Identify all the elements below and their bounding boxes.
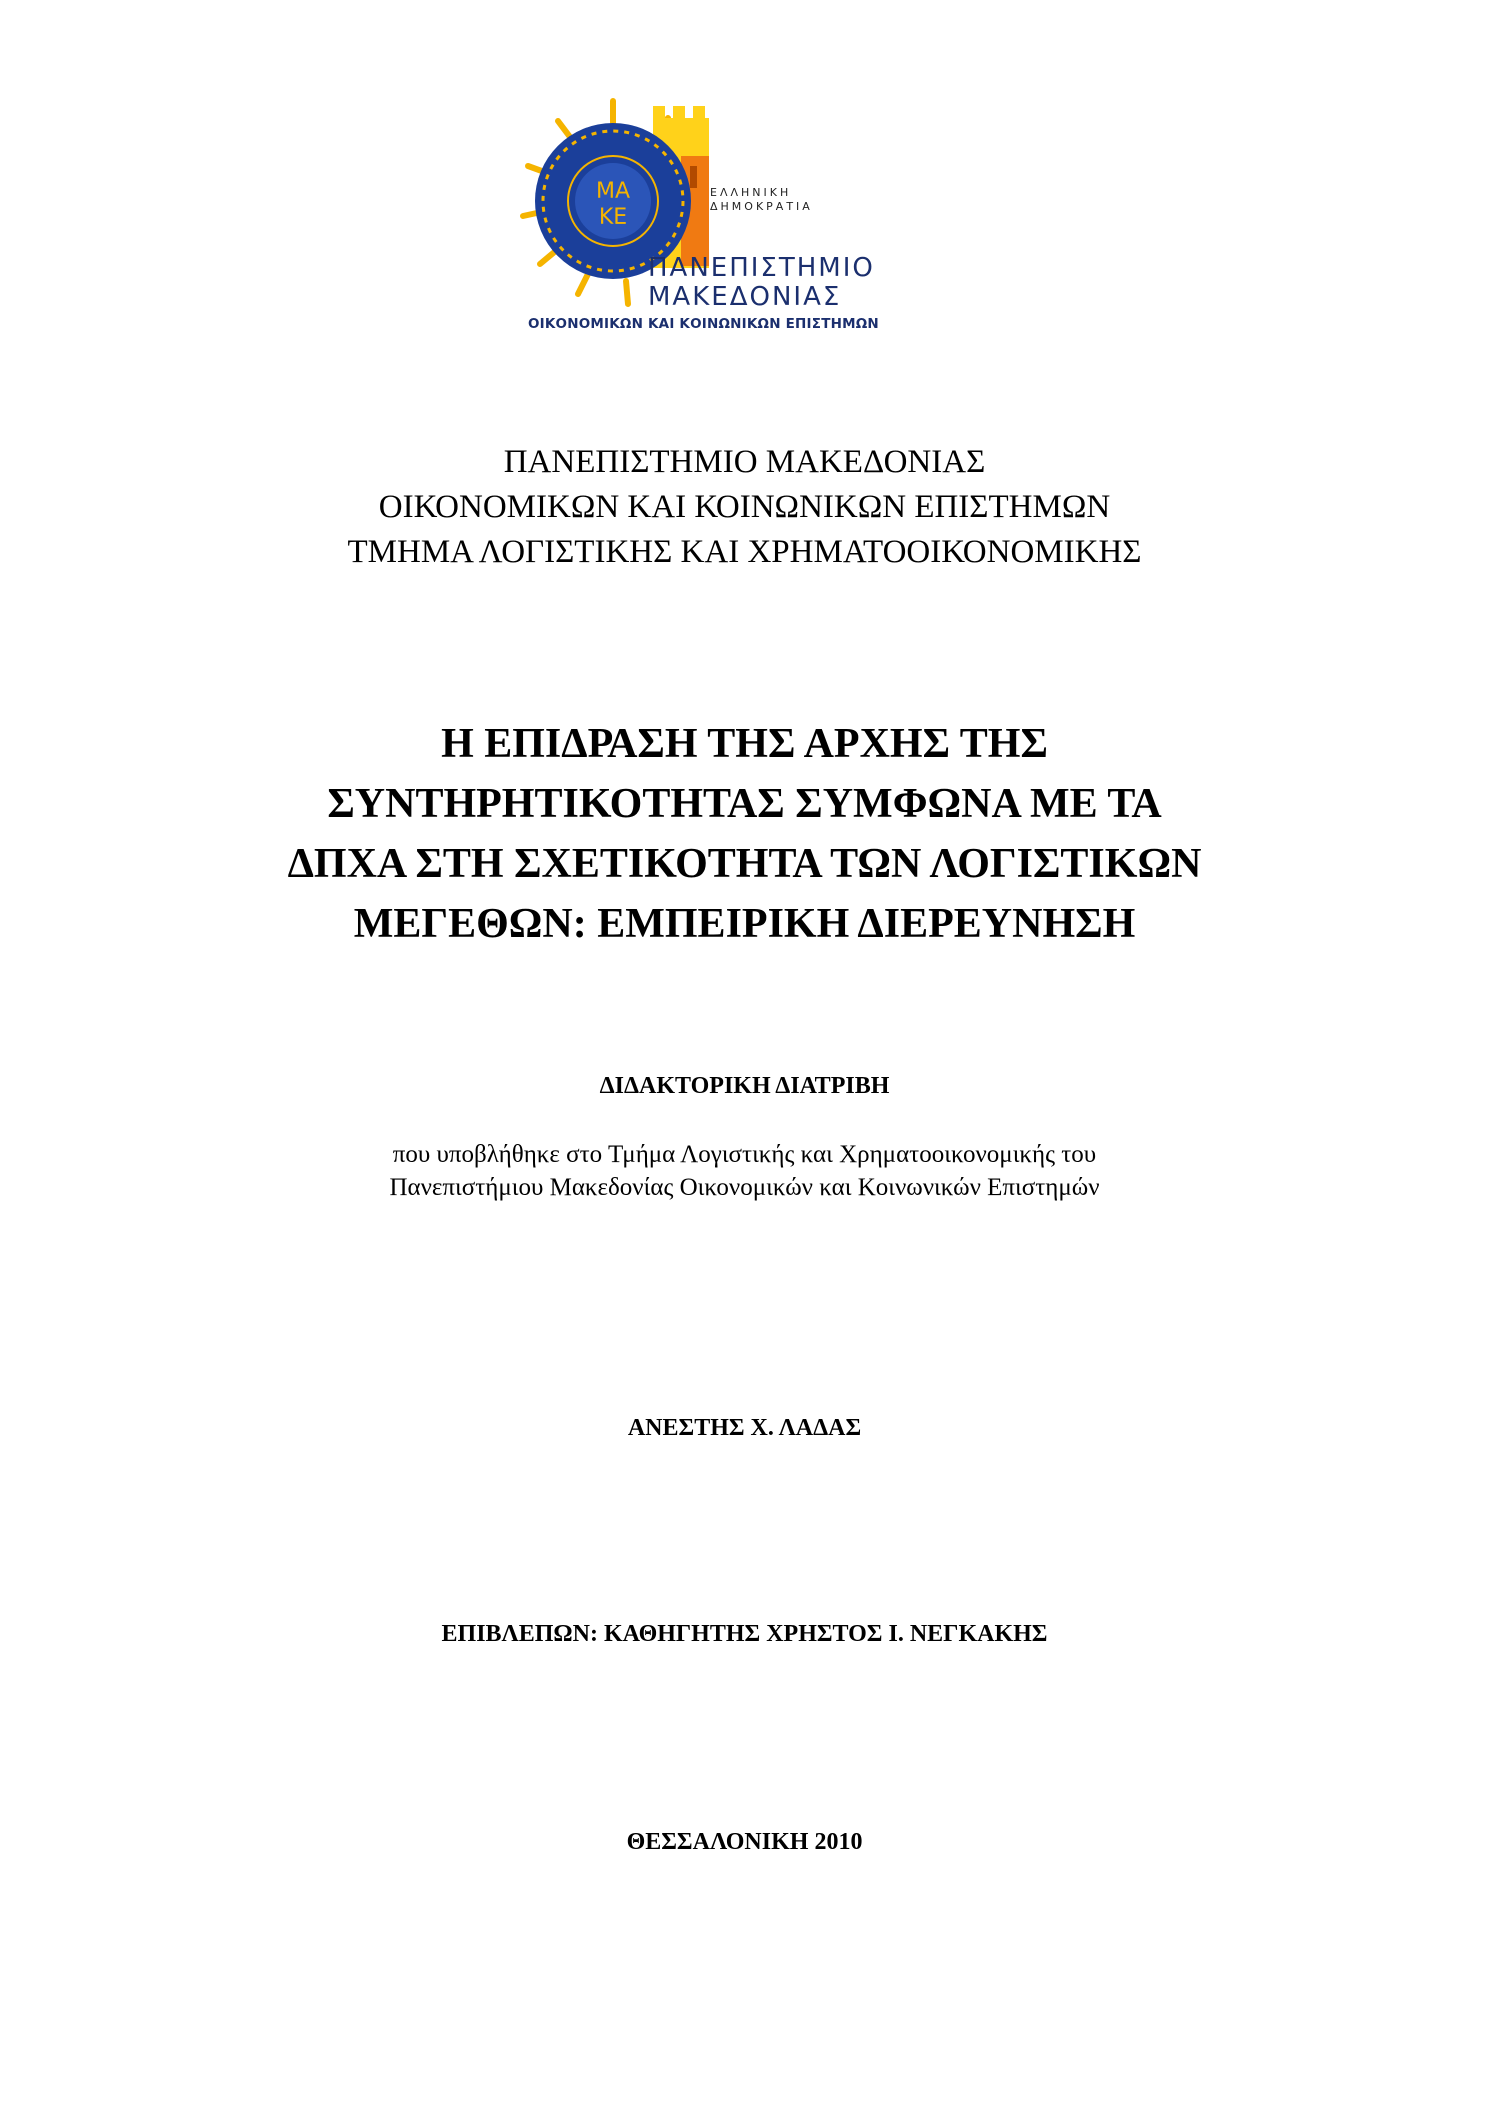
submission-statement bbox=[0, 1138, 1489, 1204]
hellenic-republic-label bbox=[710, 186, 813, 214]
title-line-4: ΜΕΓΕΘΩΝ: ΕΜΠΕΙΡΙΚΗ ΔΙΕΡΕΥΝΗΣΗ bbox=[353, 901, 1136, 947]
author-name: ΑΝΕΣΤΗΣ Χ. ΛΑΔΑΣ bbox=[627, 1415, 862, 1441]
hellenic-line-2: ΔΗΜΟΚΡΑΤΙΑ bbox=[710, 200, 813, 213]
logo-university-line-1: ΠΑΝΕΠΙΣΤΗΜΙΟ bbox=[648, 253, 875, 283]
thesis-title bbox=[0, 714, 1489, 954]
submission-line-2: Πανεπιστήμιου Μακεδονίας Οικονομικών και Κοινωνικών Επιστημών bbox=[389, 1174, 1100, 1201]
institution-line-2: ΟΙΚΟΝΟΜΙΚΩΝ ΚΑΙ ΚΟΙΝΩΝΙΚΩΝ ΕΠΙΣΤΗΜΩΝ bbox=[378, 489, 1111, 525]
title-line-3: ΔΠΧΑ ΣΤΗ ΣΧΕΤΙΚΟΤΗΤΑ ΤΩΝ ΛΟΓΙΣΤΙΚΩΝ bbox=[287, 841, 1202, 887]
hellenic-line-1: ΕΛΛΗΝΙΚΗ bbox=[710, 186, 792, 199]
submission-line-1: που υποβλήθηκε στο Τμήμα Λογιστικής και Χρηματοοικονομικής του bbox=[392, 1141, 1097, 1168]
seal-text-bottom: ΚΕ bbox=[598, 205, 628, 230]
place-and-year: ΘΕΣΣΑΛΟΝΙΚΗ 2010 bbox=[626, 1829, 863, 1855]
thesis-type: ΔΙΔΑΚΤΟΡΙΚΗ ΔΙΑΤΡΙΒΗ bbox=[599, 1073, 890, 1099]
logo-university-line-2: ΜΑΚΕΔΟΝΙΑΣ bbox=[648, 282, 842, 312]
institution-block bbox=[0, 440, 1489, 575]
title-line-1: Η ΕΠΙΔΡΑΣΗ ΤΗΣ ΑΡΧΗΣ ΤΗΣ bbox=[441, 721, 1048, 767]
seal-text-top: ΜΑ bbox=[595, 179, 631, 204]
institution-line-3: ΤΜΗΜΑ ΛΟΓΙΣΤΙΚΗΣ ΚΑΙ ΧΡΗΜΑΤΟΟΙΚΟΝΟΜΙΚΗΣ bbox=[347, 534, 1142, 570]
institution-line-1: ΠΑΝΕΠΙΣΤΗΜΙΟ ΜΑΚΕΔΟΝΙΑΣ bbox=[503, 444, 986, 480]
title-line-2: ΣΥΝΤΗΡΗΤΙΚΟΤΗΤΑΣ ΣΥΜΦΩΝΑ ΜΕ ΤΑ bbox=[327, 781, 1162, 827]
logo-university-name bbox=[648, 254, 875, 312]
university-logo bbox=[518, 96, 878, 346]
logo-subtitle: ΟΙΚΟΝΟΜΙΚΩΝ ΚΑΙ ΚΟΙΝΩΝΙΚΩΝ ΕΠΙΣΤΗΜΩΝ bbox=[528, 316, 879, 332]
supervisor: ΕΠΙΒΛΕΠΩΝ: ΚΑΘΗΓΗΤΗΣ ΧΡΗΣΤΟΣ Ι. ΝΕΓΚΑΚΗΣ bbox=[441, 1621, 1048, 1647]
